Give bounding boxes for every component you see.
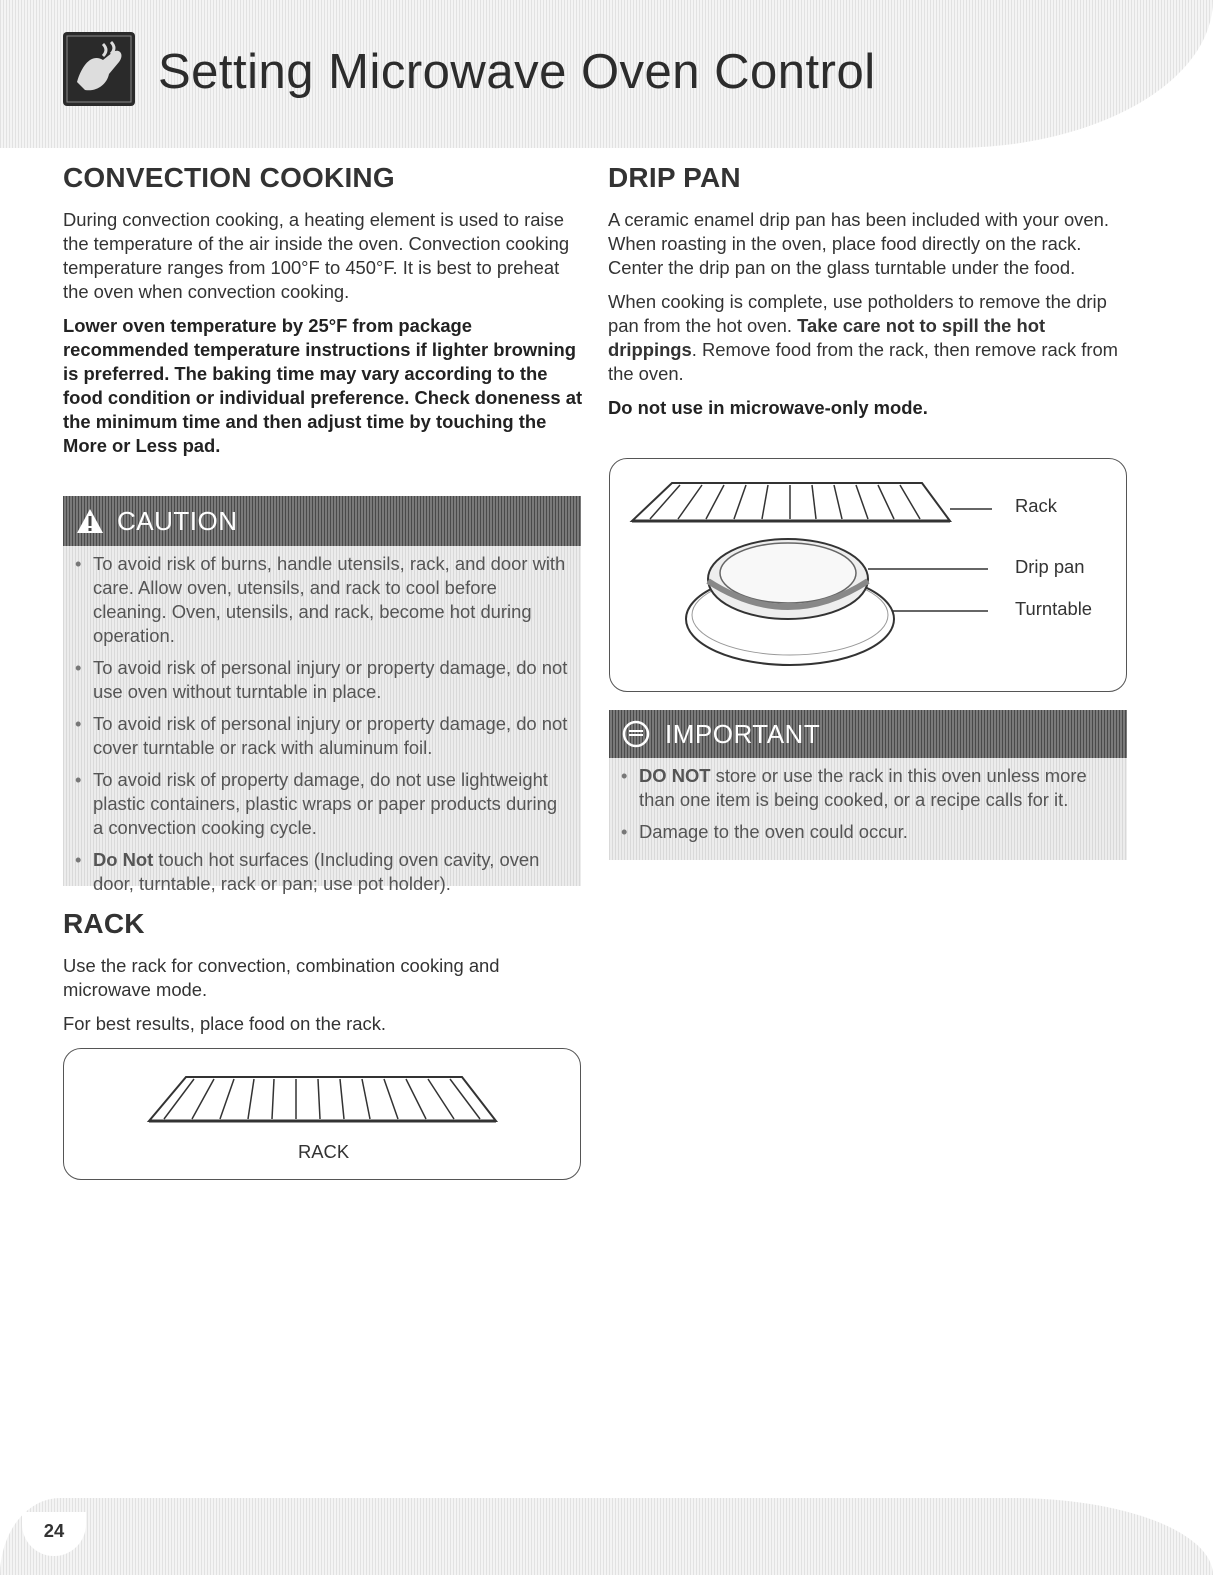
rack-paragraph-2: For best results, place food on the rack.	[63, 1013, 387, 1034]
turntable-callout-label: Turntable	[1015, 598, 1093, 619]
caution-item: • To avoid risk of personal injury or property damage, do not cover turntable or rack with aluminum foil.	[63, 712, 569, 760]
caution-item: • To avoid risk of burns, handle utensils, rack, and door with care. Allow oven, utensils, and rack to cool before cleaning. Oven, utensils, and rack, become hot during operation.	[63, 552, 569, 648]
caution-item: • To avoid risk of property damage, do not use lightweight plastic containers, plastic wraps or paper products during a convection cooking cycle.	[63, 768, 569, 840]
drip-pan-callout-label: Drip pan	[1015, 556, 1085, 577]
caution-header	[63, 496, 581, 546]
convection-paragraph: During convection cooking, a heating element is used to raise the temperature of the air inside the oven. Convection cooking temperature ranges from 100°F to 450°F. It is best to preheat the oven when convection cooking.	[63, 209, 570, 302]
important-header	[609, 710, 1127, 758]
warning-icon	[75, 507, 105, 535]
rack-heading: RACK	[63, 908, 145, 939]
rack-figure-label: RACK	[298, 1141, 350, 1162]
caution-item: • Do Not touch hot surfaces (Including oven cavity, oven door, turntable, rack or pan; use pot holder).	[63, 848, 569, 896]
rack-section	[63, 908, 583, 1046]
important-item: • Damage to the oven could occur.	[609, 820, 1115, 844]
drip-pan-warning: Do not use in microwave-only mode.	[608, 397, 928, 418]
page-title: Setting Microwave Oven Control	[158, 45, 876, 99]
rack-figure	[63, 1048, 581, 1180]
drip-pan-heading: DRIP PAN	[608, 162, 741, 193]
convection-heading: CONVECTION COOKING	[63, 162, 395, 193]
caution-item: • To avoid risk of personal injury or property damage, do not use oven without turntable in place.	[63, 656, 569, 704]
right-column	[608, 162, 1128, 430]
important-box	[609, 710, 1127, 860]
important-list	[609, 758, 1127, 844]
left-column	[63, 162, 583, 468]
drip-pan-figure	[609, 458, 1127, 692]
drip-pan-paragraph: A ceramic enamel drip pan has been included with your oven. When roasting in the oven, place food directly on the rack. Center the drip pan on the glass turntable under the food.	[608, 209, 1109, 278]
caution-list	[63, 546, 581, 896]
important-title: IMPORTANT	[665, 718, 821, 749]
page-number: 24	[22, 1512, 86, 1556]
rack-paragraph: Use the rack for convection, combination cooking and microwave mode.	[63, 955, 500, 1000]
caution-box	[63, 496, 581, 894]
convection-bold-paragraph: Lower oven temperature by 25°F from package recommended temperature instructions if lighter browning is preferred. The baking time may vary according to the food condition or individual preference. Check doneness at the minimum time and then adjust time by touching the More or Less pad.	[63, 315, 583, 456]
rack-illustration	[64, 1049, 580, 1149]
important-item: • DO NOT store or use the rack in this oven unless more than one item is being cooked, or a recipe calls for it.	[609, 764, 1115, 812]
rack-callout-label: Rack	[1015, 495, 1057, 516]
caution-title: CAUTION	[117, 505, 238, 536]
footer-band	[0, 1498, 1213, 1575]
hand-cooking-icon	[63, 32, 135, 106]
note-icon	[621, 719, 651, 749]
drip-pan-paragraph-2: When cooking is complete, use potholders to remove the drip pan from the hot oven. Take care not to spill the hot drippings. Remove food from the rack, then remove rack from the oven.	[608, 291, 1118, 384]
